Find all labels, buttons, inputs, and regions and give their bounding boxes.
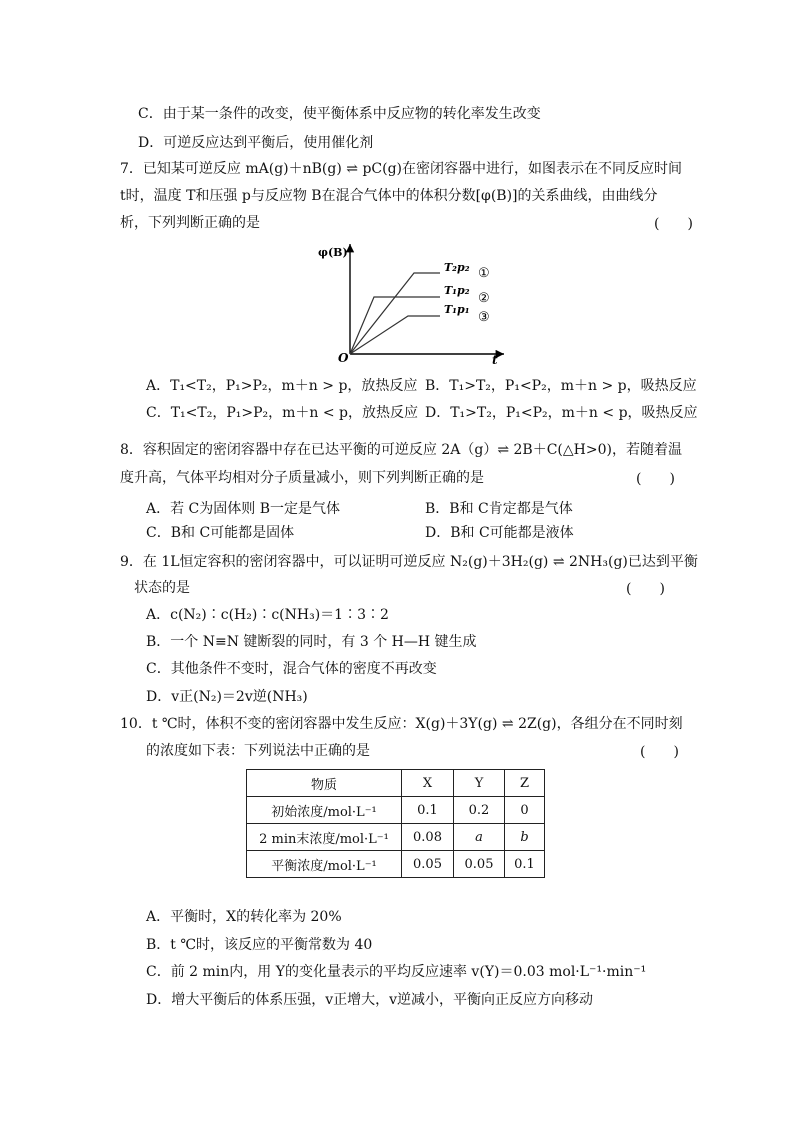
curve-3-label: T₁p₁ <box>444 303 470 316</box>
q9-option-d: D．v正(N₂)＝2v逆(NH₃) <box>146 689 308 705</box>
q10-answer-paren: ( ) <box>640 744 679 760</box>
q10-stem-line1: 10．t ℃时，体积不变的密闭容器中发生反应：X(g)＋3Y(g) ⇌ 2Z(g)，各组分在不同时刻 <box>120 716 683 732</box>
concentration-table <box>246 769 545 878</box>
curve-1-number: ① <box>478 266 490 281</box>
q9-answer-paren: ( ) <box>626 581 665 597</box>
table-cell: 0 <box>505 797 545 824</box>
q7-option-c: C．T₁<T₂，P₁>P₂，m＋n < p，放热反应 <box>146 405 419 421</box>
table-header-row <box>247 770 545 797</box>
x-axis-label: t <box>492 353 498 366</box>
q8-option-d: D．B和 C可能都是液体 <box>425 525 574 541</box>
table-header: Z <box>505 770 545 797</box>
table-cell: b <box>505 824 545 851</box>
table-cell: 2 min末浓度/mol·L⁻¹ <box>247 824 402 851</box>
q8-stem-line1: 8．容积固定的密闭容器中存在已达平衡的可逆反应 2A（g）⇌ 2B＋C(△H>0)，若随着温 <box>120 442 682 458</box>
q8-option-c: C．B和 C可能都是固体 <box>146 525 295 541</box>
q8-option-b: B．B和 C肯定都是气体 <box>425 501 573 517</box>
q10-stem-line2: 的浓度如下表：下列说法中正确的是 <box>146 743 370 759</box>
table-header: X <box>402 770 454 797</box>
q7-stem-line1: 7．已知某可逆反应 mA(g)＋nB(g) ⇌ pC(g)在密闭容器中进行，如图表示在不同反应时间 <box>120 161 683 177</box>
q8-answer-paren: ( ) <box>636 471 675 487</box>
curve-1 <box>350 273 440 354</box>
curve-3-number: ③ <box>478 310 490 325</box>
q9-option-c: C．其他条件不变时，混合气体的密度不再改变 <box>146 661 437 677</box>
q7-option-a: A．T₁<T₂，P₁>P₂，m＋n > p，放热反应 <box>146 378 418 394</box>
table-cell: 0.08 <box>402 824 454 851</box>
table-cell: 0.05 <box>402 851 454 878</box>
q7-option-b: B．T₁>T₂，P₁<P₂，m＋n > p，吸热反应 <box>425 378 697 394</box>
table-header: 物质 <box>247 770 402 797</box>
curve-2-number: ② <box>478 291 490 306</box>
q10-option-c: C．前 2 min内，用 Y的变化量表示的平均反应速率 v(Y)＝0.03 mol·L⁻¹·min⁻¹ <box>146 964 647 980</box>
q6-option-d: D．可逆反应达到平衡后，使用催化剂 <box>138 135 374 151</box>
q10-option-d: D．增大平衡后的体系压强，v正增大，v逆减小，平衡向正反应方向移动 <box>146 992 594 1008</box>
y-axis-label: φ(B) <box>318 246 348 259</box>
q7-option-d: D．T₁>T₂，P₁<P₂，m＋n < p，吸热反应 <box>425 405 698 421</box>
q7-graph <box>318 240 510 366</box>
curve-1-label: T₂p₂ <box>444 261 470 274</box>
table-cell: 0.2 <box>454 797 505 824</box>
q9-stem-line2: 状态的是 <box>134 580 190 596</box>
table-row <box>247 851 545 878</box>
table-cell: 初始浓度/mol·L⁻¹ <box>247 797 402 824</box>
table-row <box>247 797 545 824</box>
table-cell: 0.1 <box>402 797 454 824</box>
q7-answer-paren: ( ) <box>654 216 693 232</box>
q8-stem-line2: 度升高，气体平均相对分子质量减小，则下列判断正确的是 <box>120 470 484 486</box>
q6-option-c: C．由于某一条件的改变，使平衡体系中反应物的转化率发生改变 <box>138 106 541 122</box>
table-cell: a <box>454 824 505 851</box>
q7-stem-line2: t时，温度 T和压强 p与反应物 B在混合气体中的体积分数[φ(B)]的关系曲线，由曲线分 <box>120 188 658 204</box>
q9-option-b: B．一个 N≡N 键断裂的同时，有 3 个 H—H 键生成 <box>146 634 477 650</box>
table-row <box>247 824 545 851</box>
table-cell: 0.1 <box>505 851 545 878</box>
q9-option-a: A．c(N₂)∶c(H₂)∶c(NH₃)＝1∶3∶2 <box>146 607 389 623</box>
table-header: Y <box>454 770 505 797</box>
curve-2-label: T₁p₂ <box>444 284 470 297</box>
q10-option-b: B．t ℃时，该反应的平衡常数为 40 <box>146 937 373 953</box>
q7-stem-line3: 析，下列判断正确的是 <box>120 215 260 231</box>
q8-option-a: A．若 C为固体则 B一定是气体 <box>146 501 341 517</box>
q9-stem-line1: 9．在 1L恒定容积的密闭容器中，可以证明可逆反应 N₂(g)＋3H₂(g) ⇌ 2NH₃(g)已达到平衡 <box>120 554 698 570</box>
q7-equation: mA(g)＋nB(g) ⇌ pC(g) <box>245 161 403 177</box>
origin-label: O <box>338 351 349 365</box>
q10-option-a: A．平衡时，X的转化率为 20% <box>146 909 342 925</box>
table-cell: 平衡浓度/mol·L⁻¹ <box>247 851 402 878</box>
table-cell: 0.05 <box>454 851 505 878</box>
